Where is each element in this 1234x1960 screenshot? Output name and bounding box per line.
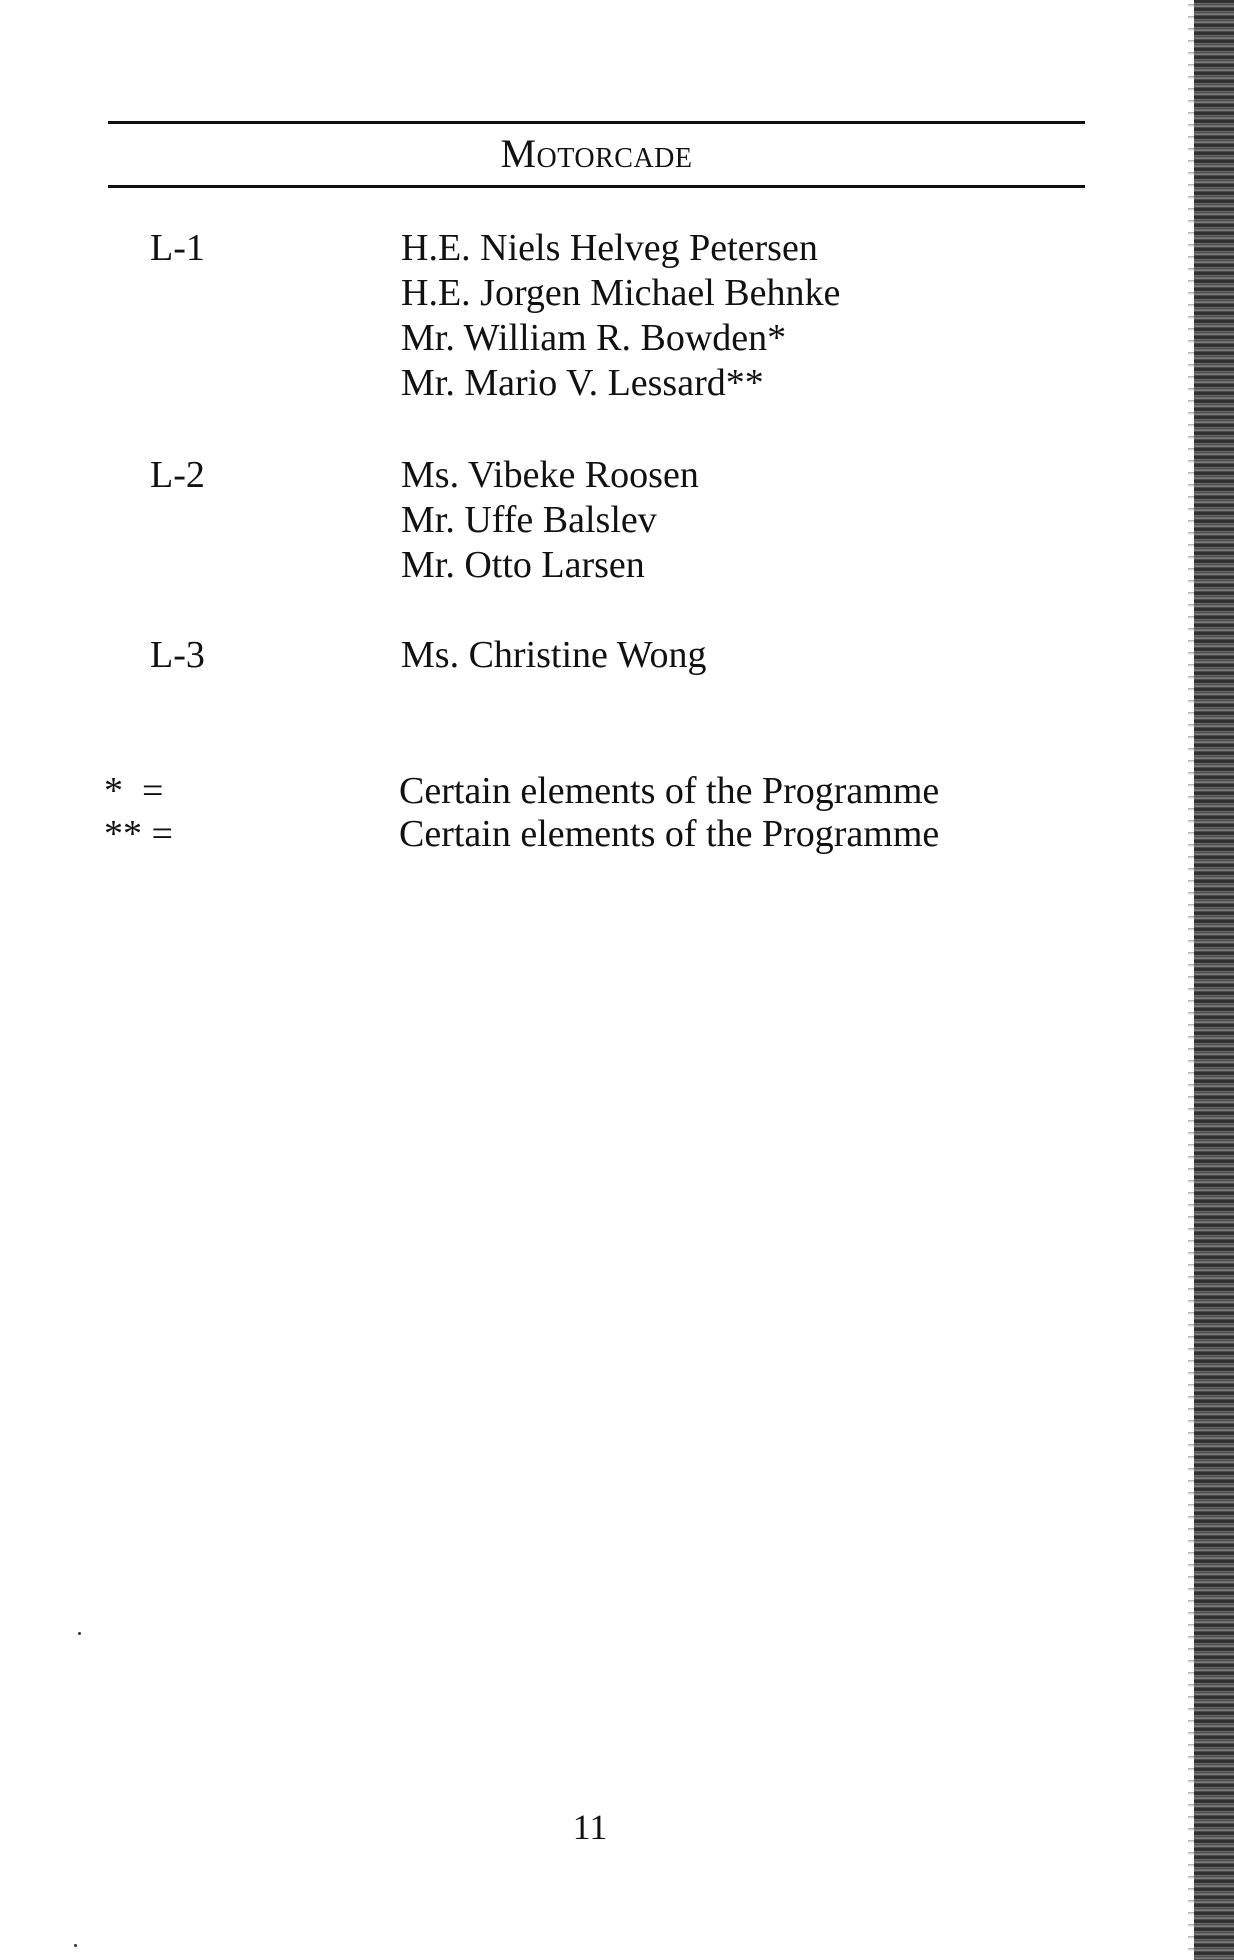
scan-speck bbox=[78, 1632, 81, 1635]
header-bottom-rule bbox=[108, 185, 1085, 188]
page-number: 11 bbox=[572, 1807, 608, 1847]
group-names bbox=[401, 226, 840, 406]
person-name: Ms. Vibeke Roosen bbox=[401, 454, 699, 496]
group-label: L-2 bbox=[150, 454, 205, 496]
scan-speck bbox=[74, 1944, 77, 1947]
group-names bbox=[401, 633, 707, 678]
header-top-rule bbox=[108, 121, 1085, 124]
person-name: H.E. Niels Helveg Petersen bbox=[401, 227, 818, 269]
footnote-text: Certain elements of the Programme bbox=[399, 813, 940, 855]
footnote-text: Certain elements of the Programme bbox=[399, 770, 940, 812]
group-label: L-1 bbox=[150, 227, 205, 269]
scanned-page-edge bbox=[1194, 0, 1234, 1960]
person-name: H.E. Jorgen Michael Behnke bbox=[401, 272, 841, 314]
person-name: Mr. William R. Bowden* bbox=[401, 317, 787, 359]
group-names bbox=[401, 453, 699, 588]
person-name: Mr. Uffe Balslev bbox=[401, 499, 657, 541]
footnote-symbol: ** = bbox=[104, 813, 173, 855]
footnote-symbol: * = bbox=[104, 770, 164, 812]
person-name: Mr. Mario V. Lessard** bbox=[401, 362, 764, 404]
person-name: Ms. Christine Wong bbox=[401, 634, 707, 676]
person-name: Mr. Otto Larsen bbox=[401, 544, 645, 586]
group-label: L-3 bbox=[150, 634, 205, 676]
page-title: Motorcade bbox=[500, 131, 693, 176]
